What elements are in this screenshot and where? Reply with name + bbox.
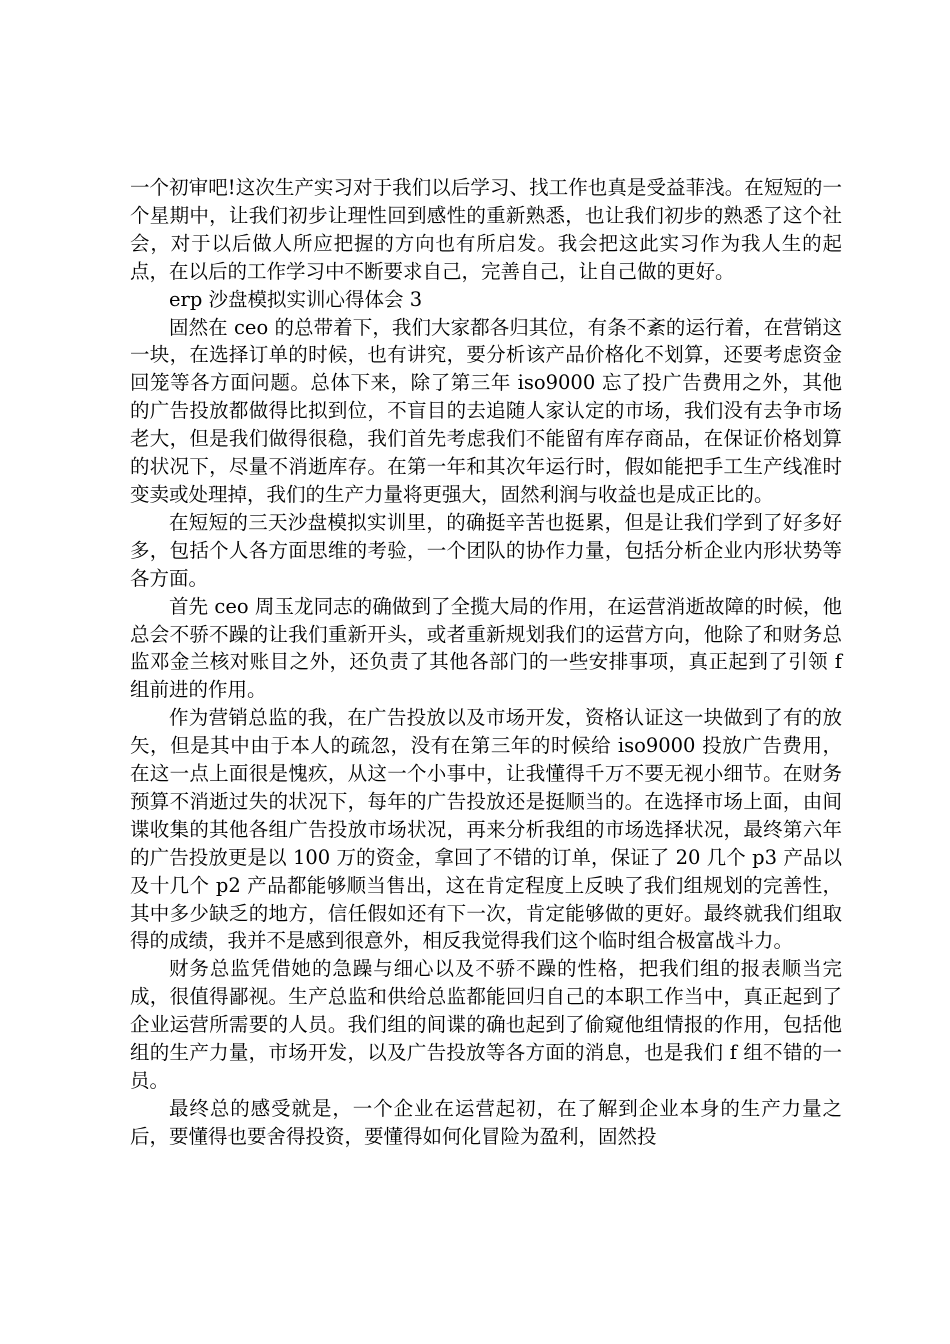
body-paragraph: 财务总监凭借她的急躁与细心以及不骄不躁的性格，把我们组的报表顺当完成，很值得鄙视。生产总监和供给总监都能回归自己的本职工作当中，真正起到了企业运营所需要的人员。我们组的间谍的确也起到了偷窥他组情报的作用，包括他组的生产力量，市场开发，以及广告投放等各方面的消息，也是我们 f 组不错的一员。	[130, 957, 842, 1092]
body-paragraph: 固然在 ceo 的总带着下，我们大家都各归其位，有条不紊的运行着，在营销这一块，在选择订单的时候，也有讲究，要分析该产品价格化不划算，还要考虑资金回笼等各方面问题。总体下来，除了第三年 iso9000 忘了投广告费用之外，其他的广告投放都做得比拟到位，不盲目的去追随人家认定的市场，我们没有去争市场老大，但是我们做得很稳，我们首先考虑我们不能留有库存商品，在保证价格划算的状况下，尽量不消逝库存。在第一年和其次年运行时，假如能把手工生产线准时变卖或处理掉，我们的生产力量将更强大，固然利润与收益也是成正比的。	[130, 315, 842, 506]
document-page	[130, 174, 842, 1151]
body-paragraph: 首先 ceo 周玉龙同志的确做到了全揽大局的作用，在运营消逝故障的时候，他总会不骄不躁的让我们重新开头，或者重新规划我们的运营方向，他除了和财务总监邓金兰核对账目之外，还负责了其他各部门的一些安排事项，真正起到了引领 f 组前进的作用。	[130, 594, 842, 702]
body-paragraph: 作为营销总监的我，在广告投放以及市场开发，资格认证这一块做到了有的放矢，但是其中由于本人的疏忽，没有在第三年的时候给 iso9000 投放广告费用，在这一点上面很是愧疚，从这一个小事中，让我懂得千万不要无视小细节。在财务预算不消逝过失的状况下，每年的广告投放还是挺顺当的。在选择市场上面，由间谍收集的其他各组广告投放市场状况，再来分析我组的市场选择状况，最终第六年的广告投放更是以 100 万的资金，拿回了不错的订单，保证了 20 几个 p3 产品以及十几个 p2 产品都能够顺当售出，这在肯定程度上反映了我们组规划的完善性，其中多少缺乏的地方，信任假如还有下一次，肯定能够做的更好。最终就我们组取得的成绩，我并不是感到很意外，相反我觉得我们这个临时组合极富战斗力。	[130, 706, 842, 953]
section-heading: erp 沙盘模拟实训心得体会 3	[169, 287, 423, 311]
continuation-paragraph: 一个初审吧!这次生产实习对于我们以后学习、找工作也真是受益菲浅。在短短的一个星期中，让我们初步让理性回到感性的重新熟悉，也让我们初步的熟悉了这个社会，对于以后做人所应把握的方向也有所启发。我会把这此实习作为我人生的起点，在以后的工作学习中不断要求自己，完善自己，让自己做的更好。	[130, 176, 842, 283]
body-paragraph: 最终总的感受就是，一个企业在运营起初，在了解到企业本身的生产力量之后，要懂得也要舍得投资，要懂得如何化冒险为盈利，固然投	[130, 1096, 842, 1148]
body-paragraph: 在短短的三天沙盘模拟实训里，的确挺辛苦也挺累，但是让我们学到了好多好多，包括个人各方面思维的考验，一个团队的协作力量，包括分析企业内形状势等各方面。	[130, 510, 842, 590]
